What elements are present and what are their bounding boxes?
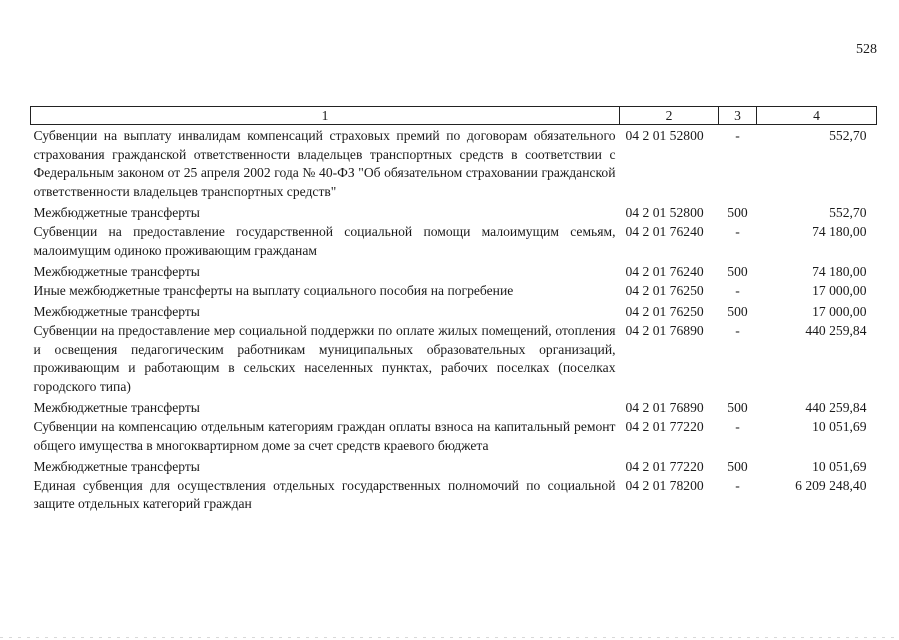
row-amount: 10 051,69 xyxy=(812,459,867,475)
row-name: Межбюджетные трансферты xyxy=(33,304,200,320)
row-code: 04 2 01 76240 xyxy=(625,264,704,280)
scan-edge-artifact xyxy=(0,637,899,638)
table-row xyxy=(31,125,877,202)
row-name: Межбюджетные трансферты xyxy=(33,400,200,416)
row-amount: 17 000,00 xyxy=(812,304,867,320)
table-row xyxy=(31,300,877,322)
row-name: Субвенции на предоставление государственной социальной помощи малоимущим семьям, малоимущим одиноко проживающим гражданам xyxy=(33,223,616,258)
row-amount: 440 259,84 xyxy=(805,400,867,416)
row-type: - xyxy=(735,223,740,239)
row-code: 04 2 01 76250 xyxy=(625,282,704,298)
budget-table xyxy=(30,106,877,514)
row-code: 04 2 01 76890 xyxy=(625,400,704,416)
row-type: - xyxy=(735,477,740,493)
row-name: Субвенции на компенсацию отдельным категориям граждан оплаты взноса на капитальный ремонт общего имущества в многоквартирном доме за счет средств краевого бюджета xyxy=(33,418,616,453)
row-type: 500 xyxy=(727,400,748,416)
row-name: Межбюджетные трансферты xyxy=(33,459,200,475)
row-type: 500 xyxy=(727,304,748,320)
row-amount: 10 051,69 xyxy=(812,418,867,434)
row-type: 500 xyxy=(727,205,748,221)
row-amount: 552,70 xyxy=(829,205,867,221)
row-amount: 74 180,00 xyxy=(812,264,867,280)
row-code: 04 2 01 77220 xyxy=(625,459,704,475)
table-row xyxy=(31,260,877,282)
table-row xyxy=(31,201,877,223)
row-code: 04 2 01 52800 xyxy=(625,128,704,143)
table-header-row xyxy=(31,107,877,125)
table-row xyxy=(31,477,877,514)
row-amount: 6 209 248,40 xyxy=(795,477,867,493)
column-header-name: 1 xyxy=(31,107,620,125)
row-amount: 17 000,00 xyxy=(812,282,867,298)
row-amount: 74 180,00 xyxy=(812,223,867,239)
page-number: 528 xyxy=(856,42,877,57)
row-amount: 552,70 xyxy=(829,128,867,143)
row-type: 500 xyxy=(727,264,748,280)
row-name: Единая субвенция для осуществления отдельных государственных полномочий по социальной защите отдельных категорий граждан xyxy=(33,477,616,512)
row-code: 04 2 01 76890 xyxy=(625,322,704,338)
row-name: Субвенции на предоставление мер социальной поддержки по оплате жилых помещений, отопления и освещения педагогическим работникам муниципальных образовательных организаций, проживающим и работающим в сельских населенных пунктах, рабочих поселках (поселках городского типа) xyxy=(33,322,616,394)
row-type: - xyxy=(735,322,740,338)
row-code: 04 2 01 76250 xyxy=(625,304,704,320)
row-code: 04 2 01 78200 xyxy=(625,477,704,493)
table-row xyxy=(31,455,877,477)
row-name: Межбюджетные трансферты xyxy=(33,205,200,221)
row-amount: 440 259,84 xyxy=(805,322,867,338)
row-name: Иные межбюджетные трансферты на выплату социального пособия на погребение xyxy=(33,282,514,298)
row-code: 04 2 01 76240 xyxy=(625,223,704,239)
row-name: Межбюджетные трансферты xyxy=(33,264,200,280)
table-row xyxy=(31,282,877,301)
row-type: 500 xyxy=(727,459,748,475)
row-type: - xyxy=(735,282,740,298)
table-row xyxy=(31,418,877,455)
table-row xyxy=(31,396,877,418)
column-header-amount: 4 xyxy=(757,107,877,125)
row-name: Субвенции на выплату инвалидам компенсаций страховых премий по договорам обязательного страхования гражданской ответственности владельцев транспортных средств в соответствии с Федеральным законом от 25 апреля 2002 года № 40-ФЗ "Об обязательном страховании гражданской ответственности владельцев транспортных средств" xyxy=(33,128,616,199)
table-row xyxy=(31,322,877,396)
row-type: - xyxy=(735,128,740,143)
column-header-code: 2 xyxy=(620,107,719,125)
row-code: 04 2 01 77220 xyxy=(625,418,704,434)
column-header-type: 3 xyxy=(719,107,757,125)
row-code: 04 2 01 52800 xyxy=(625,205,704,221)
row-type: - xyxy=(735,418,740,434)
table-row xyxy=(31,223,877,260)
